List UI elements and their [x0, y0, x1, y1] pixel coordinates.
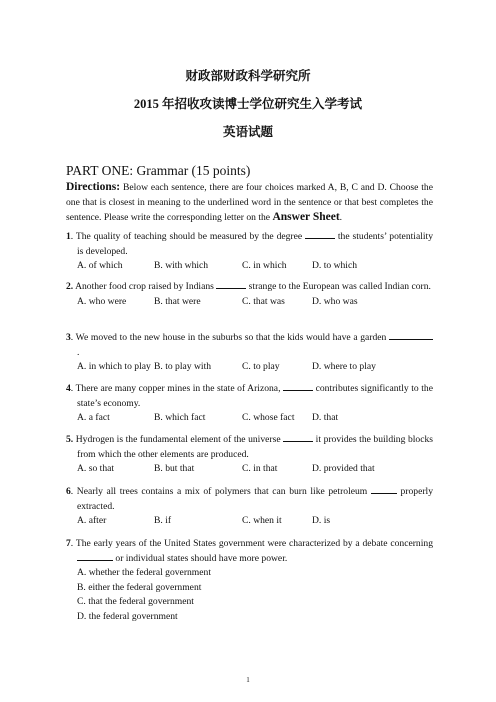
directions-label: Directions:: [66, 181, 121, 193]
answer-blank: [216, 280, 246, 289]
option-b: B. to play with: [154, 361, 212, 372]
exam-title: 2015 年招收攻读博士学位研究生入学考试: [133, 97, 363, 111]
option-c: C. to play: [242, 361, 280, 372]
option-c: C. in that: [242, 463, 278, 474]
question-stem: [66, 485, 433, 514]
question-stem: [66, 331, 433, 360]
subject-title: 英语试题: [222, 125, 273, 139]
options-row: [66, 514, 433, 529]
option-c: C. that was: [242, 295, 285, 307]
options-row: [66, 462, 433, 477]
option-b: B. if: [154, 515, 172, 526]
institute-title: 财政部财政科学研究所: [185, 69, 311, 83]
stem-text: it provides the building blocks from which the other elements are produced.: [77, 434, 433, 460]
question-1: [66, 230, 433, 274]
answer-blank: [371, 485, 397, 494]
options-row: [66, 360, 433, 375]
options-row: [66, 295, 433, 310]
question-stem: [66, 537, 433, 566]
stem-text: . The quality of teaching should be measured by the degree: [70, 231, 306, 242]
question-5: [66, 433, 433, 477]
stem-text: the students’ potentiality is developed.: [77, 231, 433, 257]
directions-end: .: [339, 212, 343, 224]
answer-blank: [77, 552, 113, 561]
stem-text: . We moved to the new house in the suburbs so that the kids would have a garden: [70, 332, 389, 343]
option-d: D. the federal government: [77, 610, 178, 622]
option-b: B. with which: [154, 260, 209, 271]
answer-blank: [305, 230, 335, 239]
question-number: 4: [66, 383, 71, 394]
part-title: PART ONE: Grammar (15 points): [66, 163, 251, 178]
stem-text: . There are many copper mines in the state of Arizona,: [70, 383, 284, 394]
option-c: C. whose fact: [242, 412, 295, 423]
options-row: [66, 259, 433, 274]
option-c: C. when it: [242, 515, 282, 526]
option-a: A. of which: [77, 260, 123, 271]
question-stem: [66, 433, 433, 462]
answer-sheet-label: Answer Sheet: [272, 211, 340, 224]
answer-blank: [283, 433, 313, 442]
stem-text: .: [77, 346, 80, 358]
option-b: B. that were: [154, 295, 201, 307]
page-number: 1: [246, 676, 250, 684]
answer-blank: [389, 331, 433, 340]
question-number: 7: [66, 538, 71, 549]
question-2: [66, 280, 433, 310]
question-6: [66, 485, 433, 529]
option-d: D. provided that: [312, 463, 375, 474]
option-b: B. either the federal government: [77, 581, 202, 593]
stem-text: strange to the European was called Indian corn.: [246, 281, 431, 292]
question-number: 1: [66, 231, 71, 242]
question-7: [66, 537, 433, 624]
option-d: D. that: [312, 412, 339, 423]
options-row: [66, 411, 433, 426]
stem-text: Another food crop raised by Indians: [73, 281, 217, 292]
question-number: 6: [66, 486, 71, 497]
option-a: A. a fact: [77, 412, 110, 423]
answer-blank: [283, 382, 313, 391]
directions-text: Below each sentence, there are four choices marked A, B, C and D. Choose the one that is closest in meaning to the underlined word in the sentence or that best completes the sentence. Please write the corresponding letter on the: [66, 182, 433, 224]
option-a: A. after: [77, 515, 107, 526]
question-3: [66, 331, 433, 375]
stem-text: contributes significantly to the state’s economy.: [77, 383, 433, 409]
stem-text: Hydrogen is the fundamental element of the universe: [73, 434, 284, 445]
option-a: A. whether the federal government: [77, 567, 211, 578]
question-4: [66, 382, 433, 426]
question-number: 3: [66, 332, 71, 343]
question-number: 5.: [66, 434, 74, 445]
directions: [66, 180, 433, 226]
option-d: D. where to play: [312, 361, 376, 372]
question-stem: [66, 230, 433, 259]
option-d: D. to which: [312, 260, 358, 271]
question-stem: [66, 280, 433, 295]
option-a: A. in which to play: [77, 361, 151, 372]
option-d: D. who was: [312, 295, 358, 307]
stem-text: . Nearly all trees contains a mix of polymers that can burn like petroleum: [70, 486, 371, 497]
option-a: A. so that: [77, 463, 115, 474]
stem-text: properly extracted.: [77, 486, 433, 512]
question-stem: [66, 382, 433, 411]
question-number: 2.: [66, 281, 74, 292]
option-a: A. who were: [77, 295, 127, 307]
option-c: C. that the federal government: [77, 596, 194, 607]
option-b: B. which fact: [154, 412, 206, 423]
stem-text: or individual states should have more power.: [113, 552, 288, 564]
stem-text: . The early years of the United States government were characterized by a debate concerning: [70, 538, 433, 549]
option-c: C. in which: [242, 260, 287, 271]
option-b: B. but that: [154, 463, 195, 474]
option-d: D. is: [312, 515, 331, 526]
